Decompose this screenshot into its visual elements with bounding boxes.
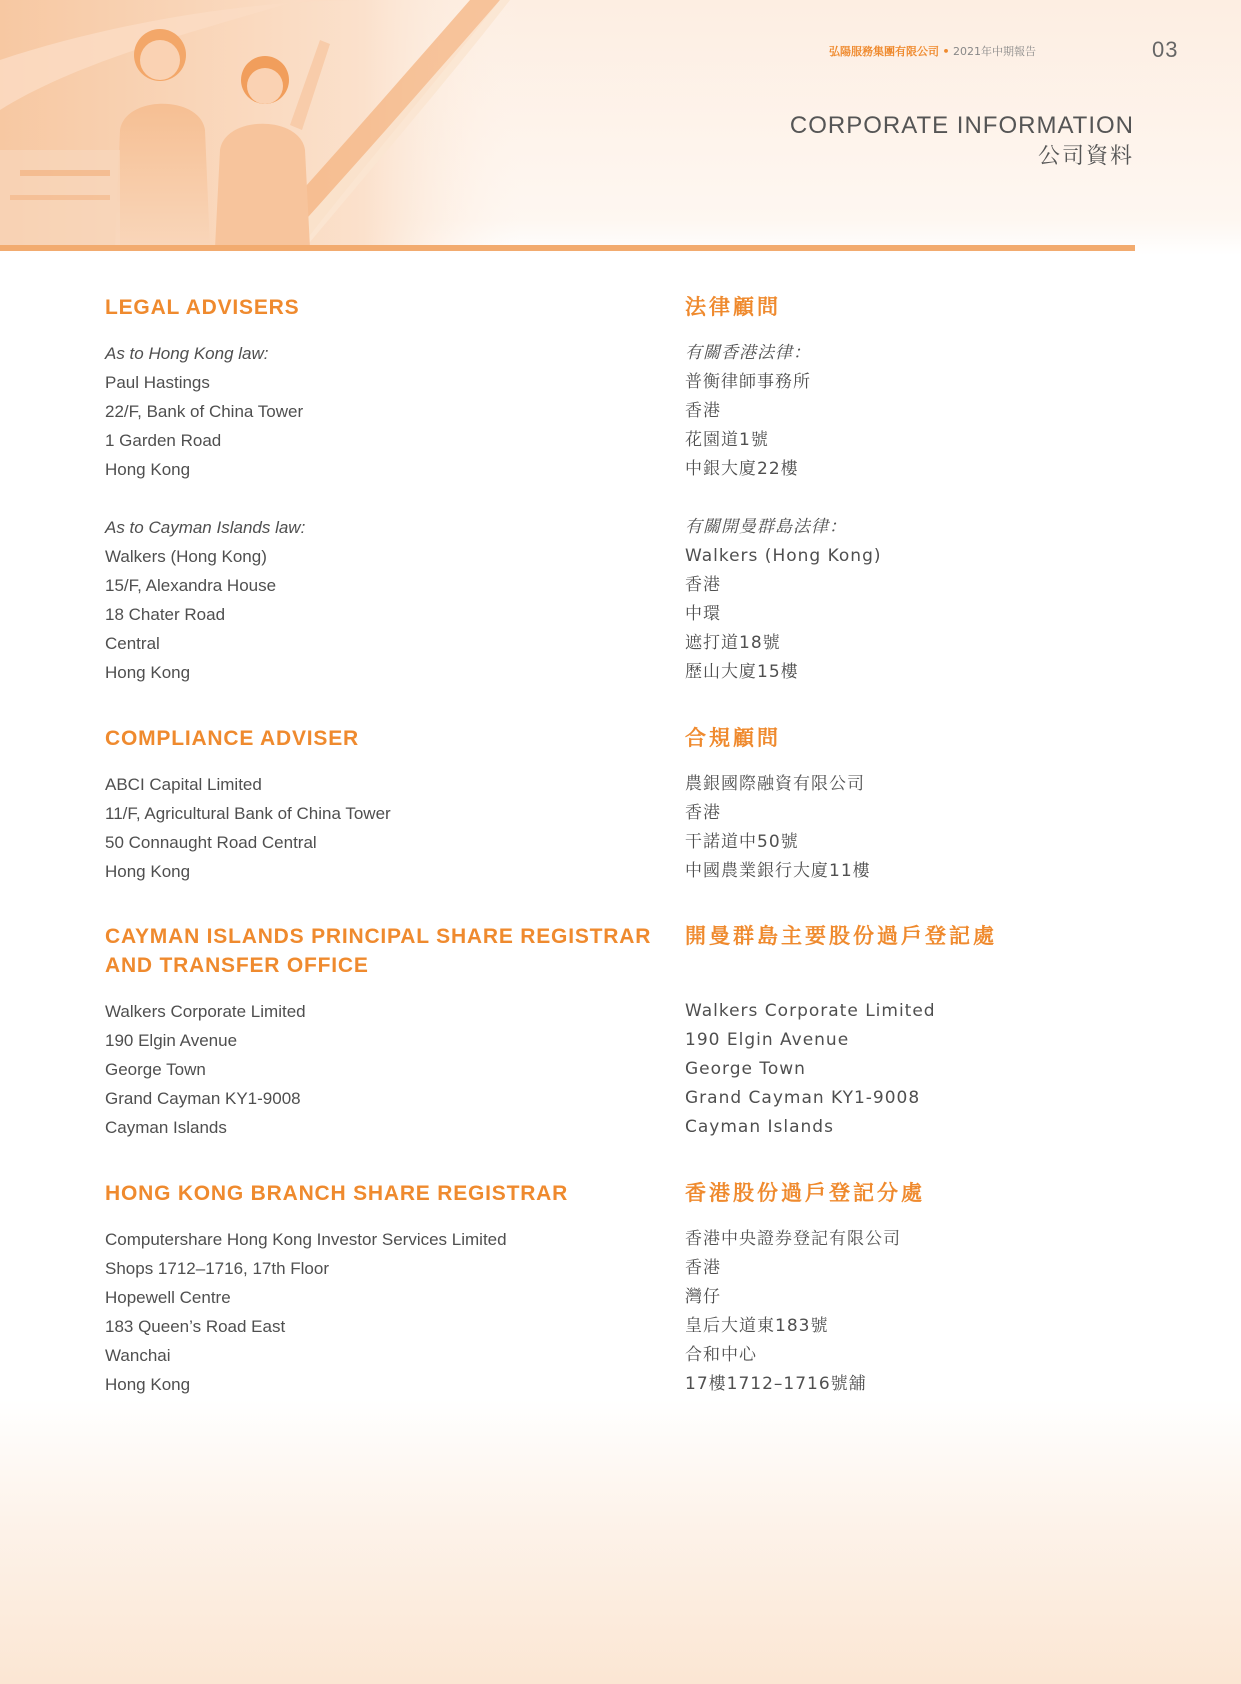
address-line: Cayman Islands	[105, 1118, 227, 1137]
address-label: As to Hong Kong law:	[105, 344, 269, 363]
address-line: 190 Elgin Avenue	[685, 1030, 850, 1050]
address-line: 農銀國際融資有限公司	[685, 774, 865, 794]
page-title-en: CORPORATE INFORMATION	[789, 112, 1134, 139]
address-line: 香港中央證券登記有限公司	[685, 1229, 901, 1249]
address-line: Hong Kong	[105, 460, 191, 479]
address-line: Hong Kong	[105, 663, 191, 682]
header-photo	[0, 0, 520, 248]
address-line: Shops 1712–1716, 17th Floor	[105, 1259, 330, 1278]
address-line: ABCI Capital Limited	[105, 775, 262, 794]
address-line: Hong Kong	[105, 1375, 191, 1394]
address-line: 遮打道18號	[685, 633, 781, 653]
address-label: 有關開曼群島法律：	[685, 517, 847, 537]
section-title: HONG KONG BRANCH SHARE REGISTRAR	[105, 1182, 569, 1205]
compliance-adviser-section	[105, 724, 665, 886]
address-line: George Town	[105, 1060, 206, 1079]
address-line: 18 Chater Road	[105, 605, 226, 624]
address-line: 17樓1712–1716號舖	[685, 1374, 867, 1394]
address-line: 香港	[685, 1258, 721, 1278]
address-label: As to Cayman Islands law:	[105, 518, 306, 537]
address-line: 香港	[685, 575, 721, 595]
address-line: 香港	[685, 803, 721, 823]
address-label: 有關香港法律：	[685, 343, 811, 363]
address-line: 皇后大道東183號	[685, 1316, 829, 1336]
address-line: Walkers (Hong Kong)	[685, 546, 882, 566]
cayman-registrar-section	[105, 922, 665, 1142]
section-title-line: CAYMAN ISLANDS PRINCIPAL SHARE REGISTRAR	[105, 925, 652, 948]
address-line: Grand Cayman KY1-9008	[685, 1088, 921, 1108]
running-head-separator: •	[942, 45, 950, 58]
address-line: Walkers Corporate Limited	[105, 1002, 306, 1021]
address-line: 50 Connaught Road Central	[105, 833, 317, 852]
address-line: Walkers (Hong Kong)	[105, 547, 267, 566]
address-line: Wanchai	[105, 1346, 171, 1365]
address-line: Grand Cayman KY1-9008	[105, 1089, 301, 1108]
compliance-adviser-section-zh	[685, 724, 1135, 886]
section-title: LEGAL ADVISERS	[105, 296, 300, 319]
page-title-zh: 公司資料	[1037, 144, 1134, 169]
section-title: 法律顧問	[685, 295, 781, 319]
hk-registrar-section-zh	[685, 1179, 1135, 1399]
address-line: Cayman Islands	[685, 1117, 834, 1137]
page-number: 03	[1152, 37, 1179, 62]
section-title: 香港股份過戶登記分處	[685, 1181, 925, 1205]
address-line: 灣仔	[685, 1287, 721, 1307]
section-title: 合規顧問	[685, 726, 781, 750]
address-line: Hopewell Centre	[105, 1288, 231, 1307]
section-title: COMPLIANCE ADVISER	[105, 727, 359, 750]
header-rule	[0, 245, 1135, 251]
address-line: Walkers Corporate Limited	[685, 1001, 936, 1021]
address-line: 183 Queen’s Road East	[105, 1317, 286, 1336]
address-line: 中銀大廈22樓	[685, 459, 799, 479]
hk-registrar-section	[105, 1179, 665, 1399]
address-line: 1 Garden Road	[105, 431, 222, 450]
address-line: Central	[105, 634, 160, 653]
address-line: 中國農業銀行大廈11樓	[685, 861, 871, 881]
cayman-registrar-section-zh	[685, 922, 1135, 1142]
header-photo-illustration	[0, 0, 520, 248]
address-line: 普衡律師事務所	[685, 372, 811, 392]
address-line: 歷山大廈15樓	[685, 662, 799, 682]
address-line: 190 Elgin Avenue	[105, 1031, 238, 1050]
section-title	[105, 922, 665, 980]
address-line: George Town	[685, 1059, 806, 1079]
address-line: Computershare Hong Kong Investor Services Limited	[105, 1230, 507, 1249]
running-head	[829, 43, 1036, 59]
section-title: 開曼群島主要股份過戶登記處	[685, 924, 997, 948]
address-line: 15/F, Alexandra House	[105, 576, 277, 595]
address-line: 22/F, Bank of China Tower	[105, 402, 304, 421]
section-title-line: AND TRANSFER OFFICE	[105, 954, 369, 977]
address-line: Hong Kong	[105, 862, 191, 881]
address-line: Paul Hastings	[105, 373, 210, 392]
running-head-company: 弘陽服務集團有限公司	[828, 45, 939, 58]
address-line: 中環	[685, 604, 721, 624]
address-line: 干諾道中50號	[685, 832, 799, 852]
running-head-report: 2021年中期報告	[953, 45, 1036, 58]
page-title	[790, 110, 1134, 172]
address-line: 花園道1號	[685, 430, 769, 450]
address-line: 11/F, Agricultural Bank of China Tower	[105, 804, 391, 823]
legal-advisers-section	[105, 293, 665, 687]
legal-advisers-section-zh	[685, 293, 1135, 687]
address-line: 合和中心	[685, 1345, 757, 1365]
address-line: 香港	[685, 401, 721, 421]
